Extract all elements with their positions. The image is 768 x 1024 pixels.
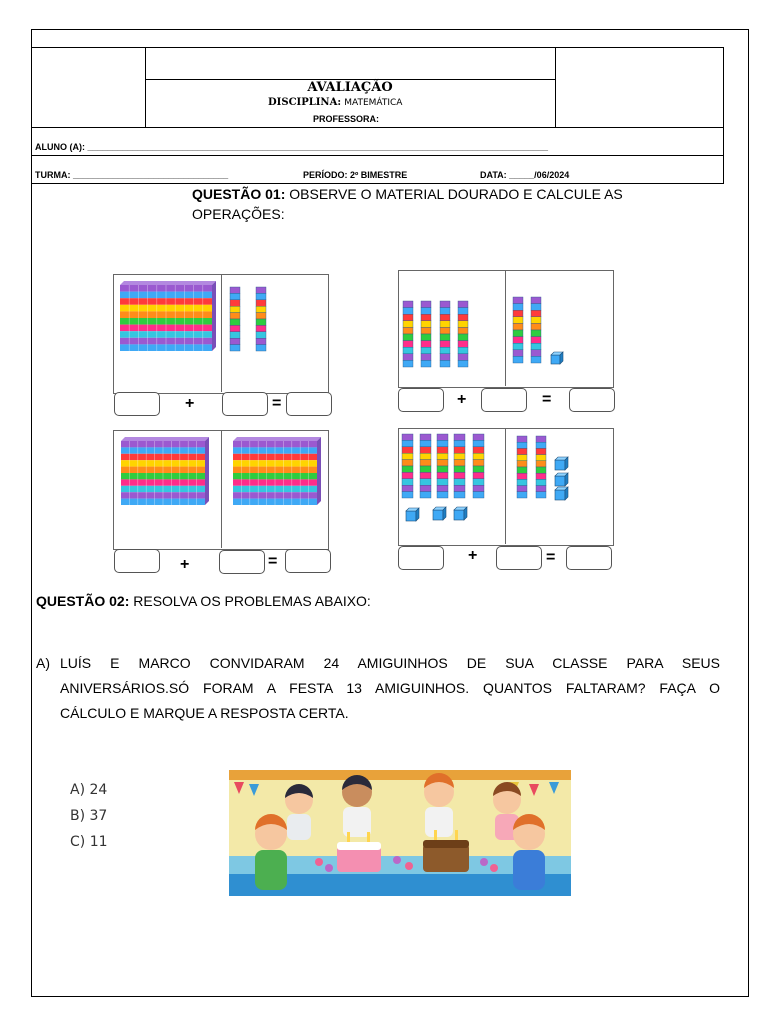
header-divider [31,155,724,156]
exercise-4-plus-sign: + [468,547,478,564]
exercise-3-plus-sign: + [180,556,190,573]
exercise-3-divider [221,430,222,548]
q2-text: RESOLVA OS PROBLEMAS ABAIXO: [133,593,371,609]
q1-text: OBSERVE O MATERIAL DOURADO E CALCULE AS [289,186,623,202]
q1-text-line2: OPERAÇÕES: [192,206,285,222]
child-figure-icon [513,814,545,890]
birthday-party-illustration [229,770,571,896]
exercise-3-result-box[interactable] [285,549,331,573]
q2-item-letter: A) [36,655,50,671]
exercise-1-answer-box-b[interactable] [222,392,268,416]
exercise-1-result-box[interactable] [286,392,332,416]
answer-option-c[interactable]: C) 11 [70,834,108,850]
exercise-1-divider [221,274,222,392]
exercise-4-answer-box-a[interactable] [398,546,444,570]
exercise-4-frame [398,428,614,546]
exercise-4-divider [505,428,506,544]
header-divider [31,127,724,128]
exercise-4-result-box[interactable] [566,546,612,570]
header-divider [145,47,146,127]
q2-label: QUESTÃO 02: [36,593,130,609]
header-divider [555,47,556,127]
q2-problem-line1: LUÍS E MARCO CONVIDARAM 24 AMIGUINHOS DE SUA CLASSE PARA SEUS [60,655,720,671]
answer-option-a[interactable]: A) 24 [70,782,108,798]
exercise-4-answer-box-b[interactable] [496,546,542,570]
q2-problem-line3: CÁLCULO E MARQUE A RESPOSTA CERTA. [60,705,349,721]
exercise-2-answer-box-a[interactable] [398,388,444,412]
subject-line [268,97,402,108]
exercise-2-frame [398,270,614,388]
exercise-1-answer-box-a[interactable] [114,392,160,416]
exercise-3-answer-box-b[interactable] [219,550,265,574]
teacher-label: PROFESSORA: [313,114,380,124]
exercise-2-plus-sign: + [457,391,467,408]
q1-heading [192,186,623,202]
exercise-1-equals-sign: = [272,395,282,412]
subject-label: DISCIPLINA: [268,97,342,108]
exercise-2-result-box[interactable] [569,388,615,412]
student-name-field: ALUNO (A): ____________________________________________________________________________________________ [35,142,548,152]
exercise-1-plus-sign: + [185,395,195,412]
exercise-2-answer-box-b[interactable] [481,388,527,412]
exercise-3-answer-box-a[interactable] [114,549,160,573]
period-field: PERÍODO: 2º BIMESTRE [303,170,408,180]
doc-title: AVALIAÇÃO [307,80,393,95]
class-field: TURMA: _______________________________ [35,170,229,180]
q2-problem-line2: ANIVERSÁRIOS.SÓ FORAM A FESTA 13 AMIGUINHOS. QUANTOS FALTARAM? FAÇA O [60,680,720,696]
exercise-3-equals-sign: = [268,553,278,570]
subject-value: MATEMÁTICA [344,98,403,108]
exercise-2-divider [505,270,506,386]
q1-label: QUESTÃO 01: [192,186,286,202]
child-figure-icon [255,814,287,890]
answer-option-b[interactable]: B) 37 [70,808,108,824]
date-field: DATA: _____/06/2024 [480,170,570,180]
exercise-2-equals-sign: = [542,391,552,408]
exercise-4-equals-sign: = [546,549,556,566]
q2-heading [36,593,371,609]
